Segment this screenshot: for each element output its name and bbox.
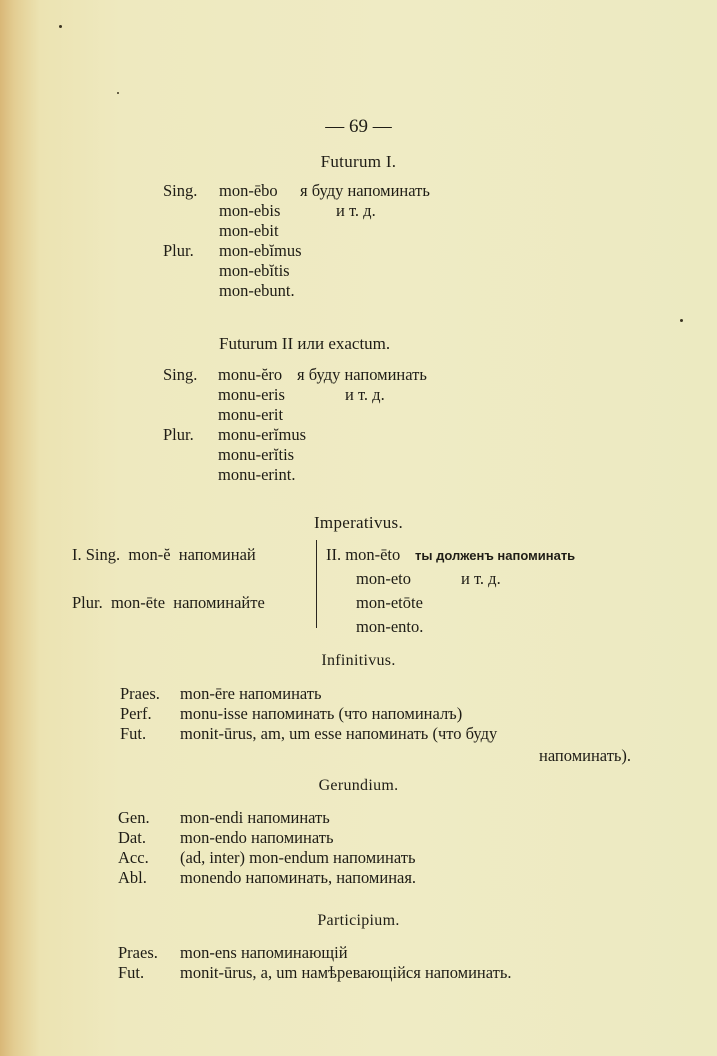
label: Plur. (163, 241, 194, 260)
form: monu-eris (218, 385, 285, 404)
gloss: и т. д. (345, 385, 385, 404)
form: mon-ebĭmus (219, 241, 302, 260)
gloss: я буду напоминать (300, 181, 430, 200)
form: monu-erit (218, 405, 284, 424)
label: Sing. (163, 365, 198, 384)
text: monendo напоминать, напоминая. (180, 868, 417, 887)
text: напоминать). (539, 746, 632, 765)
label: Fut. (118, 963, 145, 982)
page-number: — 69 — (325, 116, 392, 137)
label: Fut. (120, 724, 147, 743)
form: mon-ebis (219, 201, 281, 220)
form: mon-eto (356, 569, 411, 588)
label: Dat. (118, 828, 146, 847)
text: mon-ens напоминающій (180, 943, 348, 962)
heading-imperativus: Imperativus. (313, 513, 404, 532)
heading-participium: Participium. (317, 912, 400, 929)
gloss: и т. д. (461, 569, 501, 588)
paper-speck (59, 25, 62, 28)
heading-futurum-1: Futurum I. (320, 152, 397, 171)
paper-speck (680, 319, 683, 322)
form: mon-ebĭtis (219, 261, 290, 280)
heading-futurum-2: Futurum II или exactum. (219, 334, 391, 353)
heading-gerundium: Gerundium. (318, 777, 399, 794)
label: Acc. (118, 848, 149, 867)
text: mon-ēre напоминать (180, 684, 322, 703)
text: (ad, inter) mon-endum напоминать (180, 848, 416, 867)
form: monu-erint. (218, 465, 296, 484)
imperative-2-gloss: ты долженъ напоминать (415, 548, 576, 563)
label: Abl. (118, 868, 147, 887)
imperative-2-form: II. mon-ēto (326, 545, 401, 564)
gloss: я буду напоминать (297, 365, 427, 384)
form: mon-ēbo (219, 181, 278, 200)
gloss: и т. д. (336, 201, 376, 220)
label: Praes. (118, 943, 158, 962)
text: monit-ūrus, a, um намѣревающійся напоминать. (180, 963, 512, 982)
text: mon-endo напоминать (180, 828, 334, 847)
form: monu-ĕro (218, 365, 283, 384)
form: mon-etōte (356, 593, 423, 612)
text: monit-ūrus, am, um esse напоминать (что буду (180, 724, 498, 743)
label: Perf. (120, 704, 152, 723)
column-divider (316, 540, 317, 628)
text: mon-endi напоминать (180, 808, 330, 827)
form: mon-ebit (219, 221, 279, 240)
label: Sing. (163, 181, 198, 200)
text: monu-isse напоминать (что напоминалъ) (180, 704, 463, 723)
form: mon-ento. (356, 617, 424, 636)
form: monu-erĭmus (218, 425, 306, 444)
heading-infinitivus: Infinitivus. (321, 652, 396, 669)
imperative-1-sing: I. Sing. mon-ĕ напоминай (72, 545, 256, 564)
form: monu-erĭtis (218, 445, 295, 464)
paper-speck (117, 92, 119, 94)
label: Praes. (120, 684, 160, 703)
label: Plur. (163, 425, 194, 444)
imperative-1-plur: Plur. mon-ēte напоминайте (72, 593, 265, 612)
label: Gen. (118, 808, 150, 827)
form: mon-ebunt. (219, 281, 295, 300)
